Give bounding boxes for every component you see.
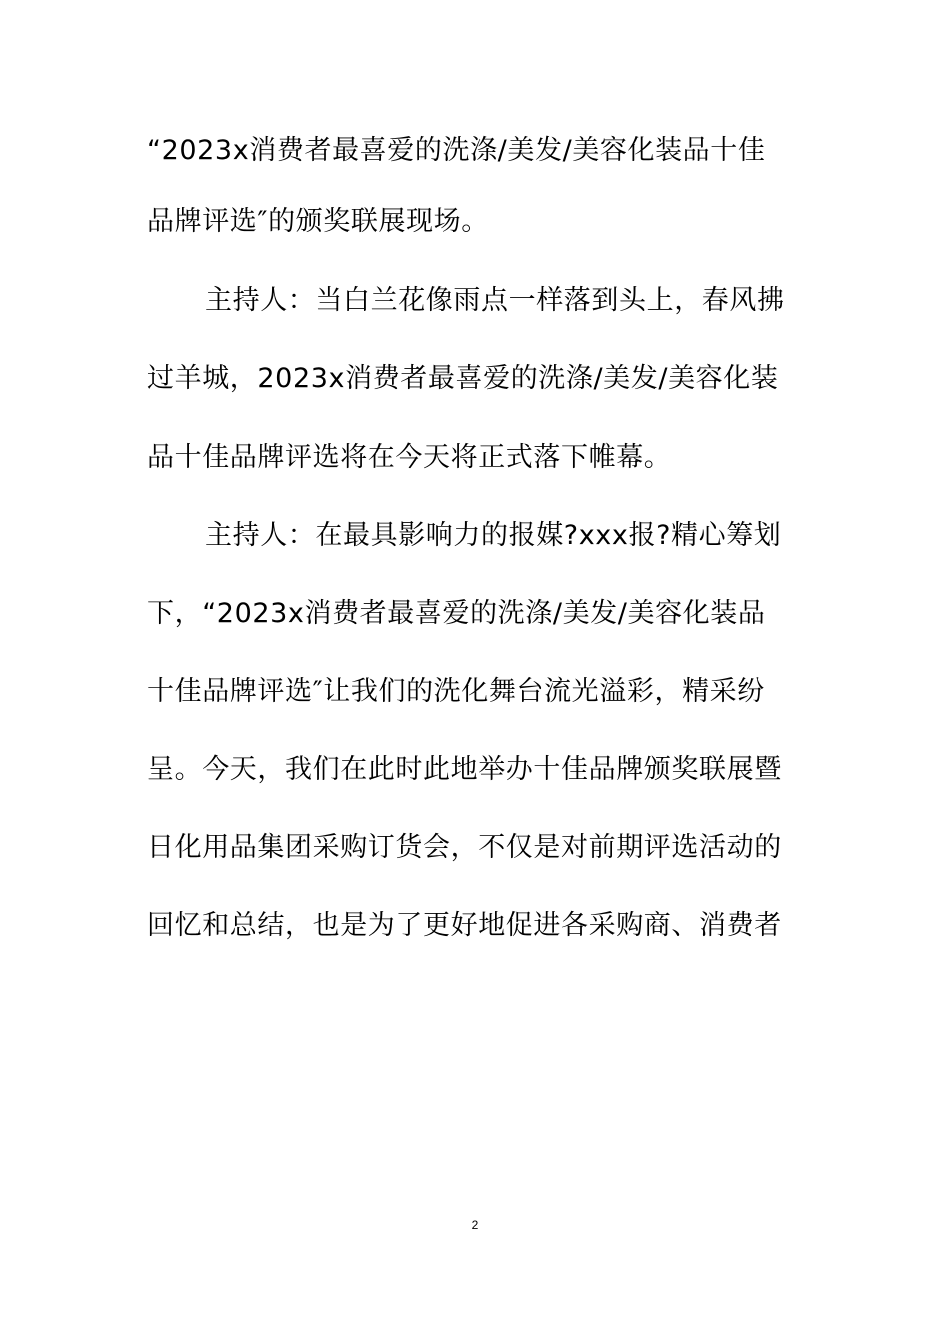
text-line: 呈。今天，我们在此时此地举办十佳品牌颁奖联展暨 xyxy=(147,754,782,785)
text-line: 日化用品集团采购订货会，不仅是对前期评选活动的 xyxy=(147,832,782,863)
text-line: 回忆和总结，也是为了更好地促进各采购商、消费者 xyxy=(147,910,782,941)
text-line: 过羊城，2023x消费者最喜爱的洗涤/美发/美容化装 xyxy=(147,363,779,394)
text-line: 十佳品牌评选″让我们的洗化舞台流光溢彩，精采纷 xyxy=(147,676,765,707)
text-line: 下，“2023x消费者最喜爱的洗涤/美发/美容化装品 xyxy=(147,598,766,629)
page-number: 2 xyxy=(471,1218,479,1232)
text-line: “2023x消费者最喜爱的洗涤/美发/美容化装品十佳 xyxy=(147,135,766,166)
paragraph-start-line: 主持人：当白兰花像雨点一样落到头上，春风拂 xyxy=(205,285,785,316)
paragraph-start-line: 主持人：在最具影响力的报媒?xxx报?精心筹划 xyxy=(205,520,782,551)
text-line: 品十佳品牌评选将在今天将正式落下帷幕。 xyxy=(147,442,672,473)
text-line: 品牌评选″的颁奖联展现场。 xyxy=(147,206,489,237)
